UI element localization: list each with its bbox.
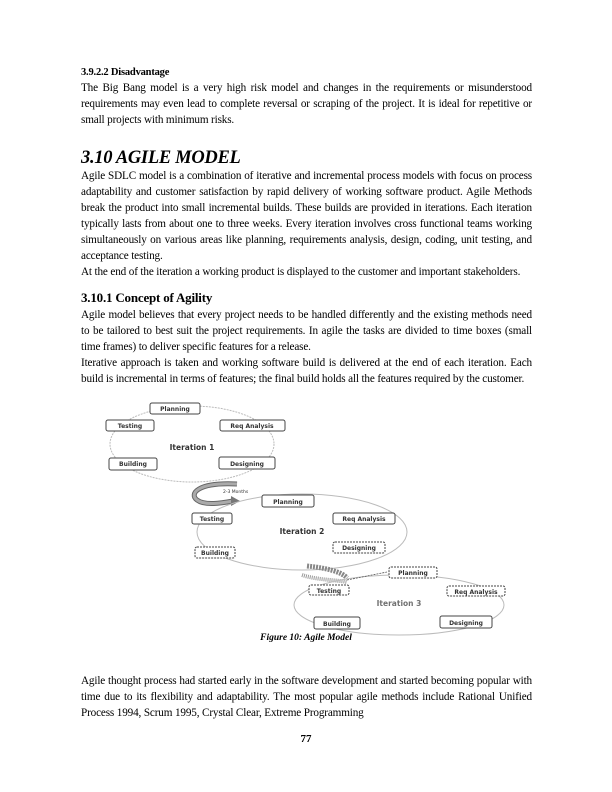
paragraph-agility-iterative: Iterative approach is taken and working software build is delivered at the end of each iteration. Each build is incremental in terms of features; the final build holds all the features required by the customer. [81,357,532,385]
subsection-heading-disadvantage: 3.9.2.2 Disadvantage [81,67,170,78]
paragraph-agile-intro: Agile SDLC model is a combination of iterative and incremental process models with focus on process adaptability and customer satisfaction by rapid delivery of working software product. Agile Methods break the product into small incremental builds. These builds are provided in iterations. Each iteration typically lasts from about one to three weeks. Every iteration involves cross functional teams working simultaneously on various areas like planning, requirements analysis, design, coding, unit testing, and acceptance testing. [81,170,532,262]
iteration-2-label: Iteration 2 [279,527,325,536]
iteration-2-stage-designing: Designing [342,545,376,552]
iteration-2-cycle [192,494,407,570]
iteration-1-stage-planning: Planning [160,406,190,413]
iteration-3-cycle [294,567,505,635]
iteration-2-stage-building: Building [201,550,229,557]
iteration-1-stage-testing: Testing [117,423,143,430]
iteration-1-stage-designing: Designing [230,461,264,468]
duration-label: 2-3 Months [223,490,249,495]
iteration-1-stage-req-analysis: Req Analysis [230,423,274,430]
paragraph-disadvantage: The Big Bang model is a very high risk model and changes in the requirements or misunderstood requirements may even lead to complete reversal or scraping of the project. It is ideal for repetitive or small projects with minimum risks. [81,82,532,126]
paragraph-agile-history: Agile thought process had started early in the software development and started becoming popular with time due to its flexibility and adaptability. The most popular agile methods include Rational Unified Process 1994, Scrum 1995, Crystal Clear, Extreme Programming [81,675,532,719]
iteration-3-stage-designing: Designing [449,620,483,627]
iteration-1-stage-building: Building [119,461,147,468]
iteration-2-stage-req-analysis: Req Analysis [342,516,386,523]
iteration-3-stage-planning: Planning [398,570,428,577]
iteration-1-label: Iteration 1 [169,443,215,452]
iteration-2-stage-planning: Planning [273,499,303,506]
figure-caption: Figure 10: Agile Model [260,633,352,643]
iteration-3-stage-building: Building [323,621,351,628]
section-heading-agile-model: 3.10 AGILE MODEL [81,148,241,168]
paragraph-agility-tailoring: Agile model believes that every project needs to be handled differently and the existing methods need to be tailored to best suit the project requirements. In agile the tasks are divided to time boxes (small time frames) to deliver specific features for a release. [81,309,532,353]
iteration-1-cycle [106,403,285,482]
paragraph-agile-end-of-iteration: At the end of the iteration a working product is displayed to the customer and important stakeholders. [81,266,521,278]
iteration-3-label: Iteration 3 [376,599,422,608]
iteration-2-stage-testing: Testing [199,516,225,523]
agile-model-diagram [97,400,537,640]
duration-arrow-icon [194,484,249,506]
iteration-3-stage-testing: Testing [316,588,342,595]
subsection-heading-concept-of-agility: 3.10.1 Concept of Agility [81,290,213,305]
iteration-3-stage-req-analysis: Req Analysis [454,589,498,596]
page-number: 77 [300,733,312,745]
